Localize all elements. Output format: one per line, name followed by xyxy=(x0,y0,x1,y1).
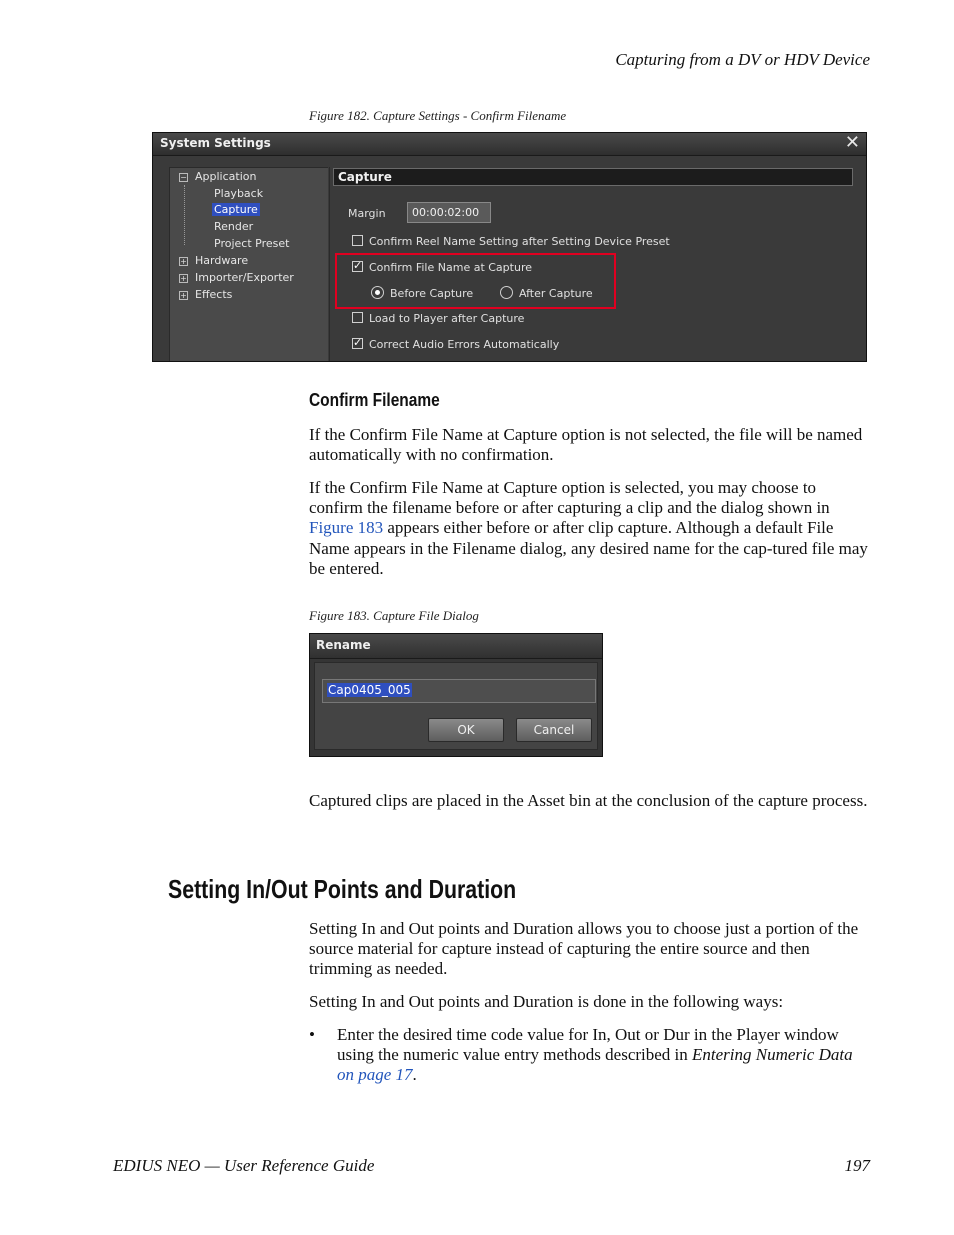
confirm-filename-para1: If the Confirm File Name at Capture option is not selected, the file will be named automatically with no confirmation. xyxy=(309,425,863,465)
bullet1-text: Enter the desired time code value for In, Out or Dur in the Player window using the numeric value entry methods described in xyxy=(337,1025,839,1065)
rename-dialog xyxy=(309,633,603,757)
confirm-file-label: Confirm File Name at Capture xyxy=(369,261,532,274)
tree-item-capture[interactable]: Capture xyxy=(214,203,258,216)
section-para2: Setting In and Out points and Duration is done in the following ways: xyxy=(309,992,784,1011)
para2-text-before: If the Confirm File Name at Capture option is selected, you may choose to confirm the filename before or after capturing a clip and the dialog shown in xyxy=(309,478,830,518)
confirm-filename-heading: Confirm Filename xyxy=(309,390,440,410)
tree-item-importer-exporter[interactable]: Importer/Exporter xyxy=(195,271,294,284)
running-header: Capturing from a DV or HDV Device xyxy=(615,50,870,69)
expand-icon[interactable]: + xyxy=(180,257,187,266)
ok-button[interactable]: OK xyxy=(428,718,504,742)
para2-text-after: appears either before or after clip capture. Although a default File Name appears in the Filename dialog, any desired name for the cap-tured file may be entered. xyxy=(309,518,868,578)
margin-label: Margin xyxy=(348,207,386,220)
correct-audio-label: Correct Audio Errors Automatically xyxy=(369,338,560,351)
confirm-file-checkbox[interactable]: ✓ xyxy=(353,259,363,272)
close-icon[interactable]: ✕ xyxy=(844,132,860,153)
tree-item-project-preset[interactable]: Project Preset xyxy=(214,237,290,250)
expand-icon[interactable]: + xyxy=(180,291,187,300)
figure-183-link[interactable]: Figure 183 xyxy=(309,518,384,538)
bullet-item-1 xyxy=(337,1025,869,1086)
load-player-label: Load to Player after Capture xyxy=(369,312,525,325)
dialog-title: System Settings xyxy=(160,136,271,150)
footer-title: EDIUS NEO — User Reference Guide xyxy=(113,1156,375,1175)
rename-title: Rename xyxy=(316,638,371,652)
section-para1: Setting In and Out points and Duration allows you to choose just a portion of the source material for capture instead of capturing the entire source and then trimming as needed. xyxy=(309,919,859,979)
system-settings-dialog xyxy=(152,132,867,362)
cancel-button[interactable]: Cancel xyxy=(516,718,592,742)
filename-input[interactable] xyxy=(322,679,596,703)
rename-title-bar xyxy=(310,634,602,659)
page-17-link[interactable]: on page 17 xyxy=(337,1065,413,1085)
figure-183-caption: Figure 183. Capture File Dialog xyxy=(309,608,479,623)
confirm-filename-para2 xyxy=(309,478,869,579)
bullet-glyph: • xyxy=(309,1025,315,1044)
tree-item-effects[interactable]: Effects xyxy=(195,288,233,301)
tree-item-playback[interactable]: Playback xyxy=(214,187,264,200)
bullet1-end: . xyxy=(412,1065,417,1085)
capture-section-bar xyxy=(333,168,853,186)
highlight-box xyxy=(335,253,616,309)
filename-value: Cap0405_005 xyxy=(328,683,411,697)
page-number: 197 xyxy=(844,1156,870,1175)
tree-item-render[interactable]: Render xyxy=(214,220,254,233)
load-player-checkbox[interactable] xyxy=(352,312,363,323)
section-title: Capture xyxy=(338,170,392,184)
tree-connector xyxy=(184,185,185,245)
confirm-reel-checkbox[interactable] xyxy=(352,235,363,246)
captured-clips-para: Captured clips are placed in the Asset bin at the conclusion of the capture process. xyxy=(309,791,868,810)
expand-icon[interactable]: + xyxy=(180,274,187,283)
tree-item-hardware[interactable]: Hardware xyxy=(195,254,249,267)
section-heading: Setting In/Out Points and Duration xyxy=(168,874,517,904)
confirm-reel-label: Confirm Reel Name Setting after Setting Device Preset xyxy=(369,235,670,248)
figure-182-caption: Figure 182. Capture Settings - Confirm Filename xyxy=(309,108,567,123)
tree-item-application[interactable]: Application xyxy=(195,170,257,183)
before-capture-label: Before Capture xyxy=(390,287,474,300)
dialog-title-bar xyxy=(153,133,866,156)
after-capture-label: After Capture xyxy=(519,287,593,300)
bullet1-italic: Entering Numeric Data xyxy=(692,1045,853,1065)
correct-audio-checkbox[interactable]: ✓ xyxy=(353,336,363,349)
collapse-icon[interactable]: − xyxy=(180,173,187,182)
margin-input[interactable]: 00:00:02:00 xyxy=(407,202,491,223)
